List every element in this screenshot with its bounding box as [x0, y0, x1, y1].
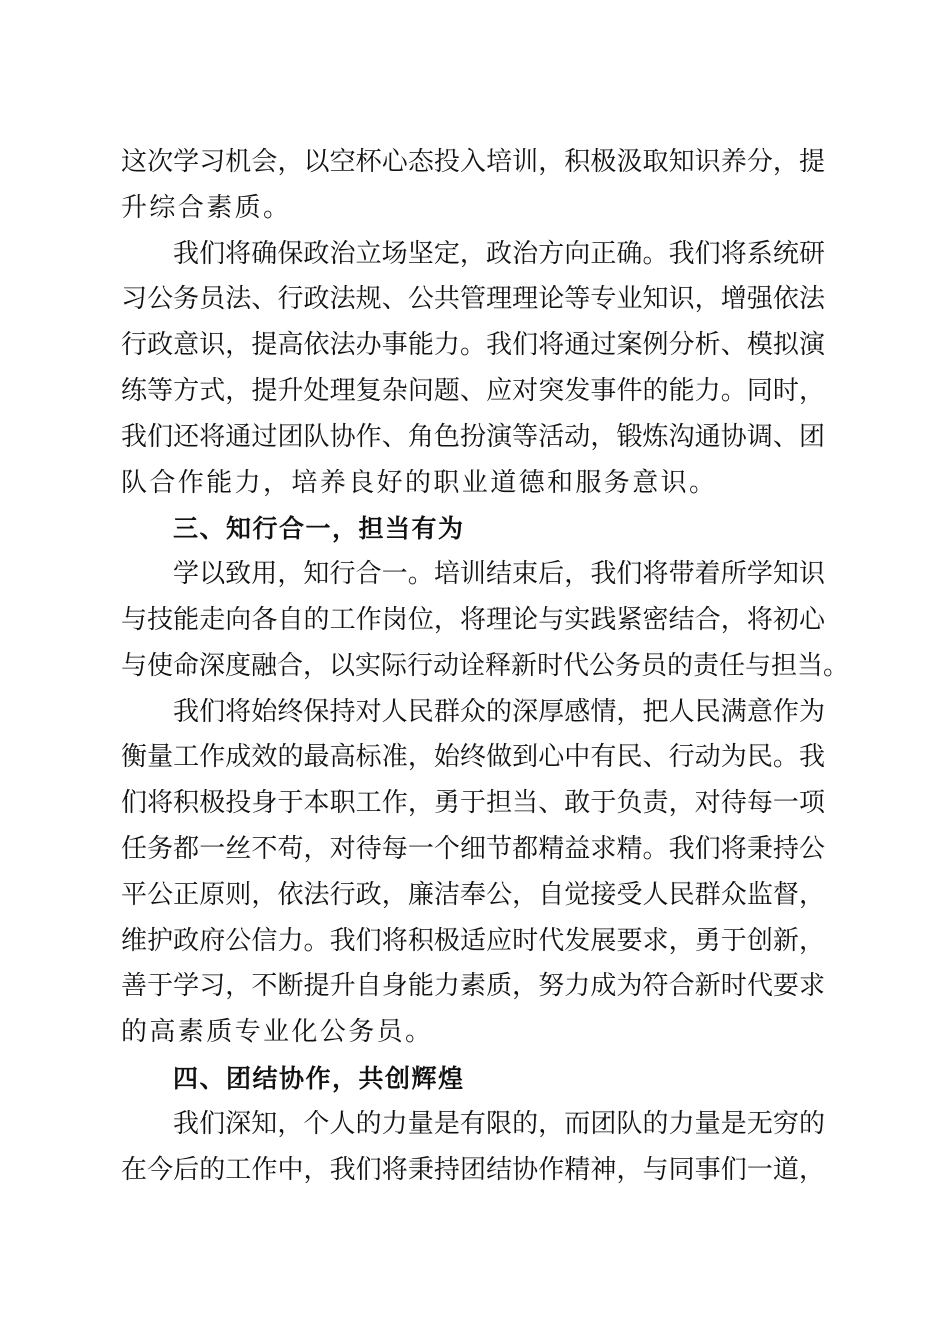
paragraph-line: 善于学习，不断提升自身能力素质，努力成为符合新时代要求: [121, 971, 825, 1002]
paragraph-line: 任务都一丝不苟，对待每一个细节都精益求精。我们将秉持公: [121, 833, 825, 864]
paragraph-line: 衡量工作成效的最高标准，始终做到心中有民、行动为民。我: [121, 742, 825, 773]
paragraph-line: 与技能走向各自的工作岗位，将理论与实践紧密结合，将初心: [121, 604, 825, 635]
paragraph-line: 行政意识，提高依法办事能力。我们将通过案例分析、模拟演: [121, 330, 825, 361]
paragraph-line: 在今后的工作中，我们将秉持团结协作精神，与同事们一道，: [121, 1154, 825, 1185]
paragraph-line: 这次学习机会，以空杯心态投入培训，积极汲取知识养分，提: [121, 147, 825, 177]
paragraph-line: 升综合素质。: [121, 192, 292, 223]
section-heading: 三、知行合一，担当有为: [173, 514, 465, 544]
paragraph-line: 练等方式，提升处理复杂问题、应对突发事件的能力。同时，: [121, 375, 825, 406]
section-heading: 四、团结协作，共创辉煌: [173, 1063, 465, 1093]
paragraph-line: 队合作能力，培养良好的职业道德和服务意识。: [121, 467, 718, 498]
paragraph-line: 的高素质专业化公务员。: [121, 1017, 434, 1048]
paragraph-line: 我们还将通过团队协作、角色扮演等活动，锻炼沟通协调、团: [121, 421, 825, 452]
paragraph-line: 我们将始终保持对人民群众的深厚感情，把人民满意作为: [173, 696, 825, 727]
document-page: [121, 140, 850, 1193]
paragraph-line: 我们深知，个人的力量是有限的，而团队的力量是无穷的: [173, 1108, 825, 1139]
paragraph-line: 维护政府公信力。我们将积极适应时代发展要求，勇于创新，: [121, 925, 825, 956]
paragraph-line: 我们将确保政治立场坚定，政治方向正确。我们将系统研: [173, 238, 825, 269]
paragraph-line: 平公正原则，依法行政，廉洁奉公，自觉接受人民群众监督，: [121, 879, 825, 910]
paragraph-line: 习公务员法、行政法规、公共管理理论等专业知识，增强依法: [121, 284, 825, 315]
paragraph-line: 与使命深度融合，以实际行动诠释新时代公务员的责任与担当。: [121, 650, 850, 681]
paragraph-line: 们将积极投身于本职工作，勇于担当、敢于负责，对待每一项: [121, 788, 825, 819]
paragraph-line: 学以致用，知行合一。培训结束后，我们将带着所学知识: [173, 559, 825, 590]
